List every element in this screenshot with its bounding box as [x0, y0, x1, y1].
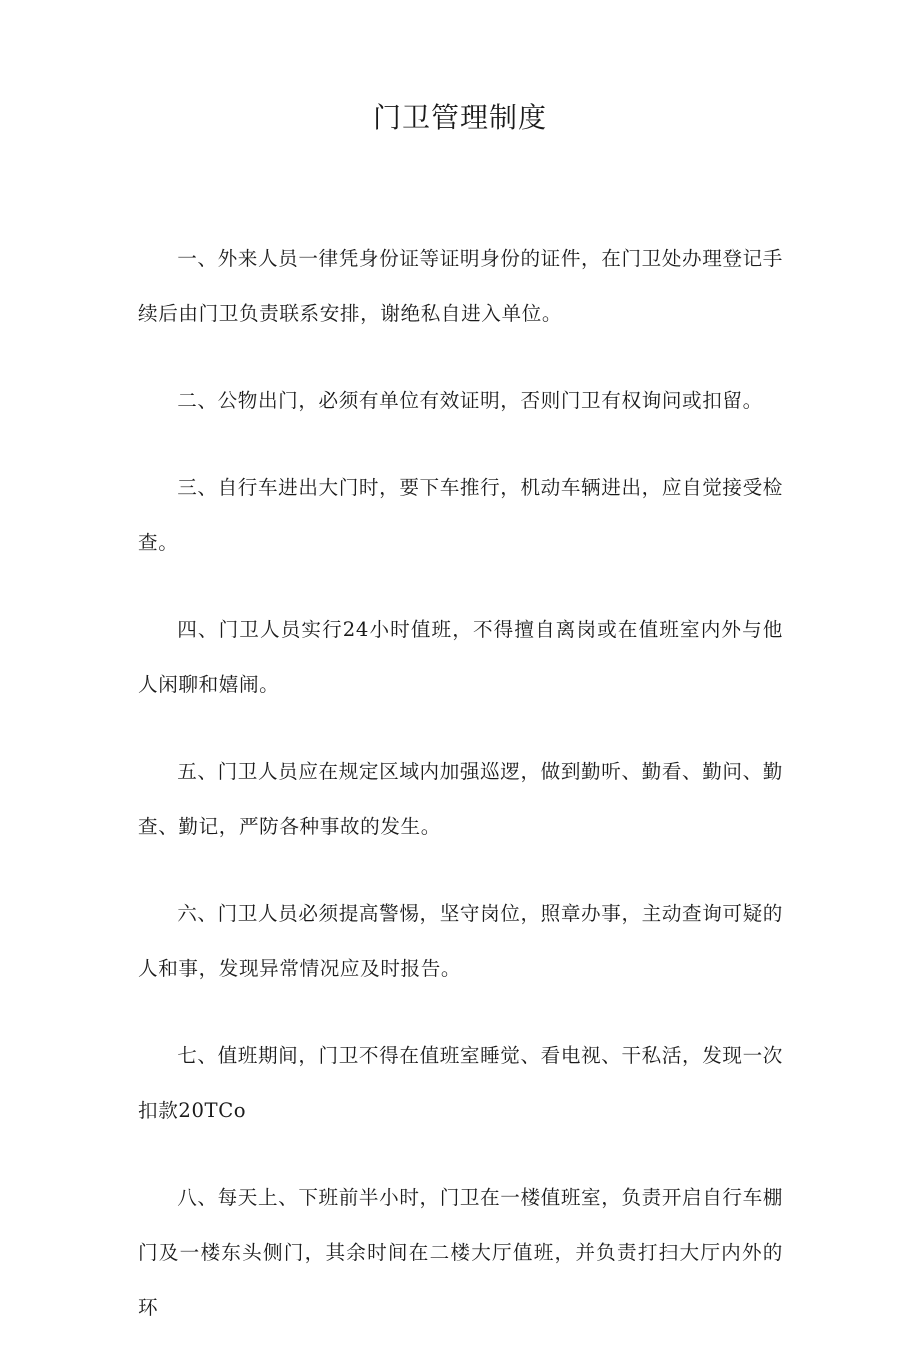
paragraph-8: 八、每天上、下班前半小时，门卫在一楼值班室，负责开启自行车棚门及一楼东头侧门，其余时间在二楼大厅值班，并负责打扫大厅内外的环 — [138, 1186, 783, 1319]
document-title: 门卫管理制度 — [372, 101, 547, 134]
paragraph-1: 一、外来人员一律凭身份证等证明身份的证件，在门卫处办理登记手续后由门卫负责联系安排，谢绝私自进入单位。 — [138, 247, 783, 325]
paragraph-2: 二、公物出门，必须有单位有效证明，否则门卫有权询问或扣留。 — [177, 389, 763, 412]
paragraph-5: 五、门卫人员应在规定区域内加强巡逻，做到勤听、勤看、勤问、勤查、勤记，严防各种事故的发生。 — [138, 760, 783, 838]
paragraph-7: 七、值班期间，门卫不得在值班室睡觉、看电视、干私活，发现一次扣款20TCo — [138, 1044, 783, 1122]
paragraph-6: 六、门卫人员必须提高警惕，坚守岗位，照章办事，主动查询可疑的人和事，发现异常情况应及时报告。 — [138, 902, 783, 980]
paragraph-4: 四、门卫人员实行24小时值班，不得擅自离岗或在值班室内外与他人闲聊和嬉闹。 — [138, 618, 783, 696]
paragraph-3: 三、自行车进出大门时，要下车推行，机动车辆进出，应自觉接受检查。 — [138, 476, 783, 554]
document-body — [138, 231, 783, 1367]
